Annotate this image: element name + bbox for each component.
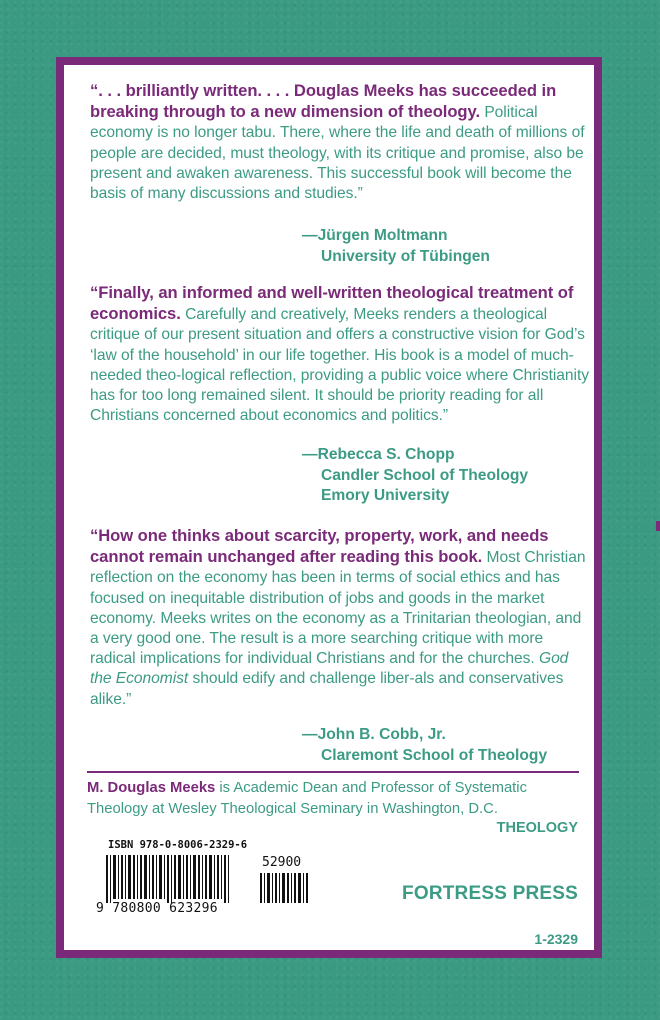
isbn-label: ISBN 978-0-8006-2329-6 (108, 839, 248, 851)
quote-body: should edify and challenge liber-als and conservatives alike.” (90, 670, 564, 708)
quote-lead: “Finally, an informed and well-written theological treatment of economics. (90, 283, 574, 324)
product-code: 1-2329 (534, 931, 578, 947)
attribution-affiliation: Claremont School of Theology (321, 746, 548, 764)
publisher-name: FORTRESS PRESS (402, 883, 578, 904)
cover-frame (56, 57, 602, 958)
author-bio (87, 778, 587, 819)
quote-body: Most Christian reflection on the economy has been in terms of social ethics and has focused on inequitable distribution of jobs and goods in the market economy. Meeks writes on the economy as a Trinitarian theologian, and a very good one. The result is a more searching critique with more radical implications for individual Christians and for the churches. (90, 549, 586, 668)
price-code: 52900 (262, 855, 302, 870)
attribution-chopp (302, 445, 528, 507)
attribution-affiliation: Candler School of Theology (321, 466, 529, 484)
quote-lead: “How one thinks about scarcity, property, work, and needs cannot remain unchanged after reading this book. (90, 526, 549, 567)
book-title: God the Economist (90, 650, 569, 688)
attribution-affiliation: University of Tübingen (321, 247, 490, 265)
author-name: M. Douglas Meeks (87, 780, 216, 796)
attribution-name: —John B. Cobb, Jr. (302, 726, 446, 743)
quote-chopp (90, 283, 590, 426)
blurb-panel (64, 65, 594, 950)
attribution-cobb (302, 725, 547, 766)
quote-lead: “. . . brilliantly written. . . . Douglas Meeks has succeeded in breaking through to a new dimension of theology. (90, 81, 557, 122)
quote-body: Political economy is no longer tabu. There, where the life and death of millions of people are decided, must theology, with its critique and promise, also be present and awaken awareness. This successful book will become the basis of many discussions and studies.” (90, 104, 585, 203)
edge-mark (656, 521, 660, 531)
attribution-name: —Jürgen Moltmann (302, 227, 448, 244)
quote-cobb (90, 526, 590, 710)
barcode-block (94, 835, 324, 925)
barcode-digits: 9 780800 623296 (96, 901, 218, 916)
divider (87, 771, 579, 773)
attribution-moltmann (302, 226, 490, 267)
quote-body: Carefully and creatively, Meeks renders a theological critique of our present situation and offers a constructive vision for God’s ‘law of the household’ in our life together. His book is a model of much-needed theo-logical reflection, providing a public voice where Christianity has for too long remained silent. It should be priority reading for all Christians concerned about economics and politics.” (90, 306, 589, 425)
attribution-affiliation: Emory University (321, 487, 450, 505)
quote-moltmann (90, 81, 590, 204)
category-label: THEOLOGY (496, 820, 578, 836)
author-bio-text: is Academic Dean and Professor of Systematic Theology at Wesley Theological Seminary in Washington, D.C. (87, 780, 527, 817)
attribution-name: —Rebecca S. Chopp (302, 446, 455, 463)
